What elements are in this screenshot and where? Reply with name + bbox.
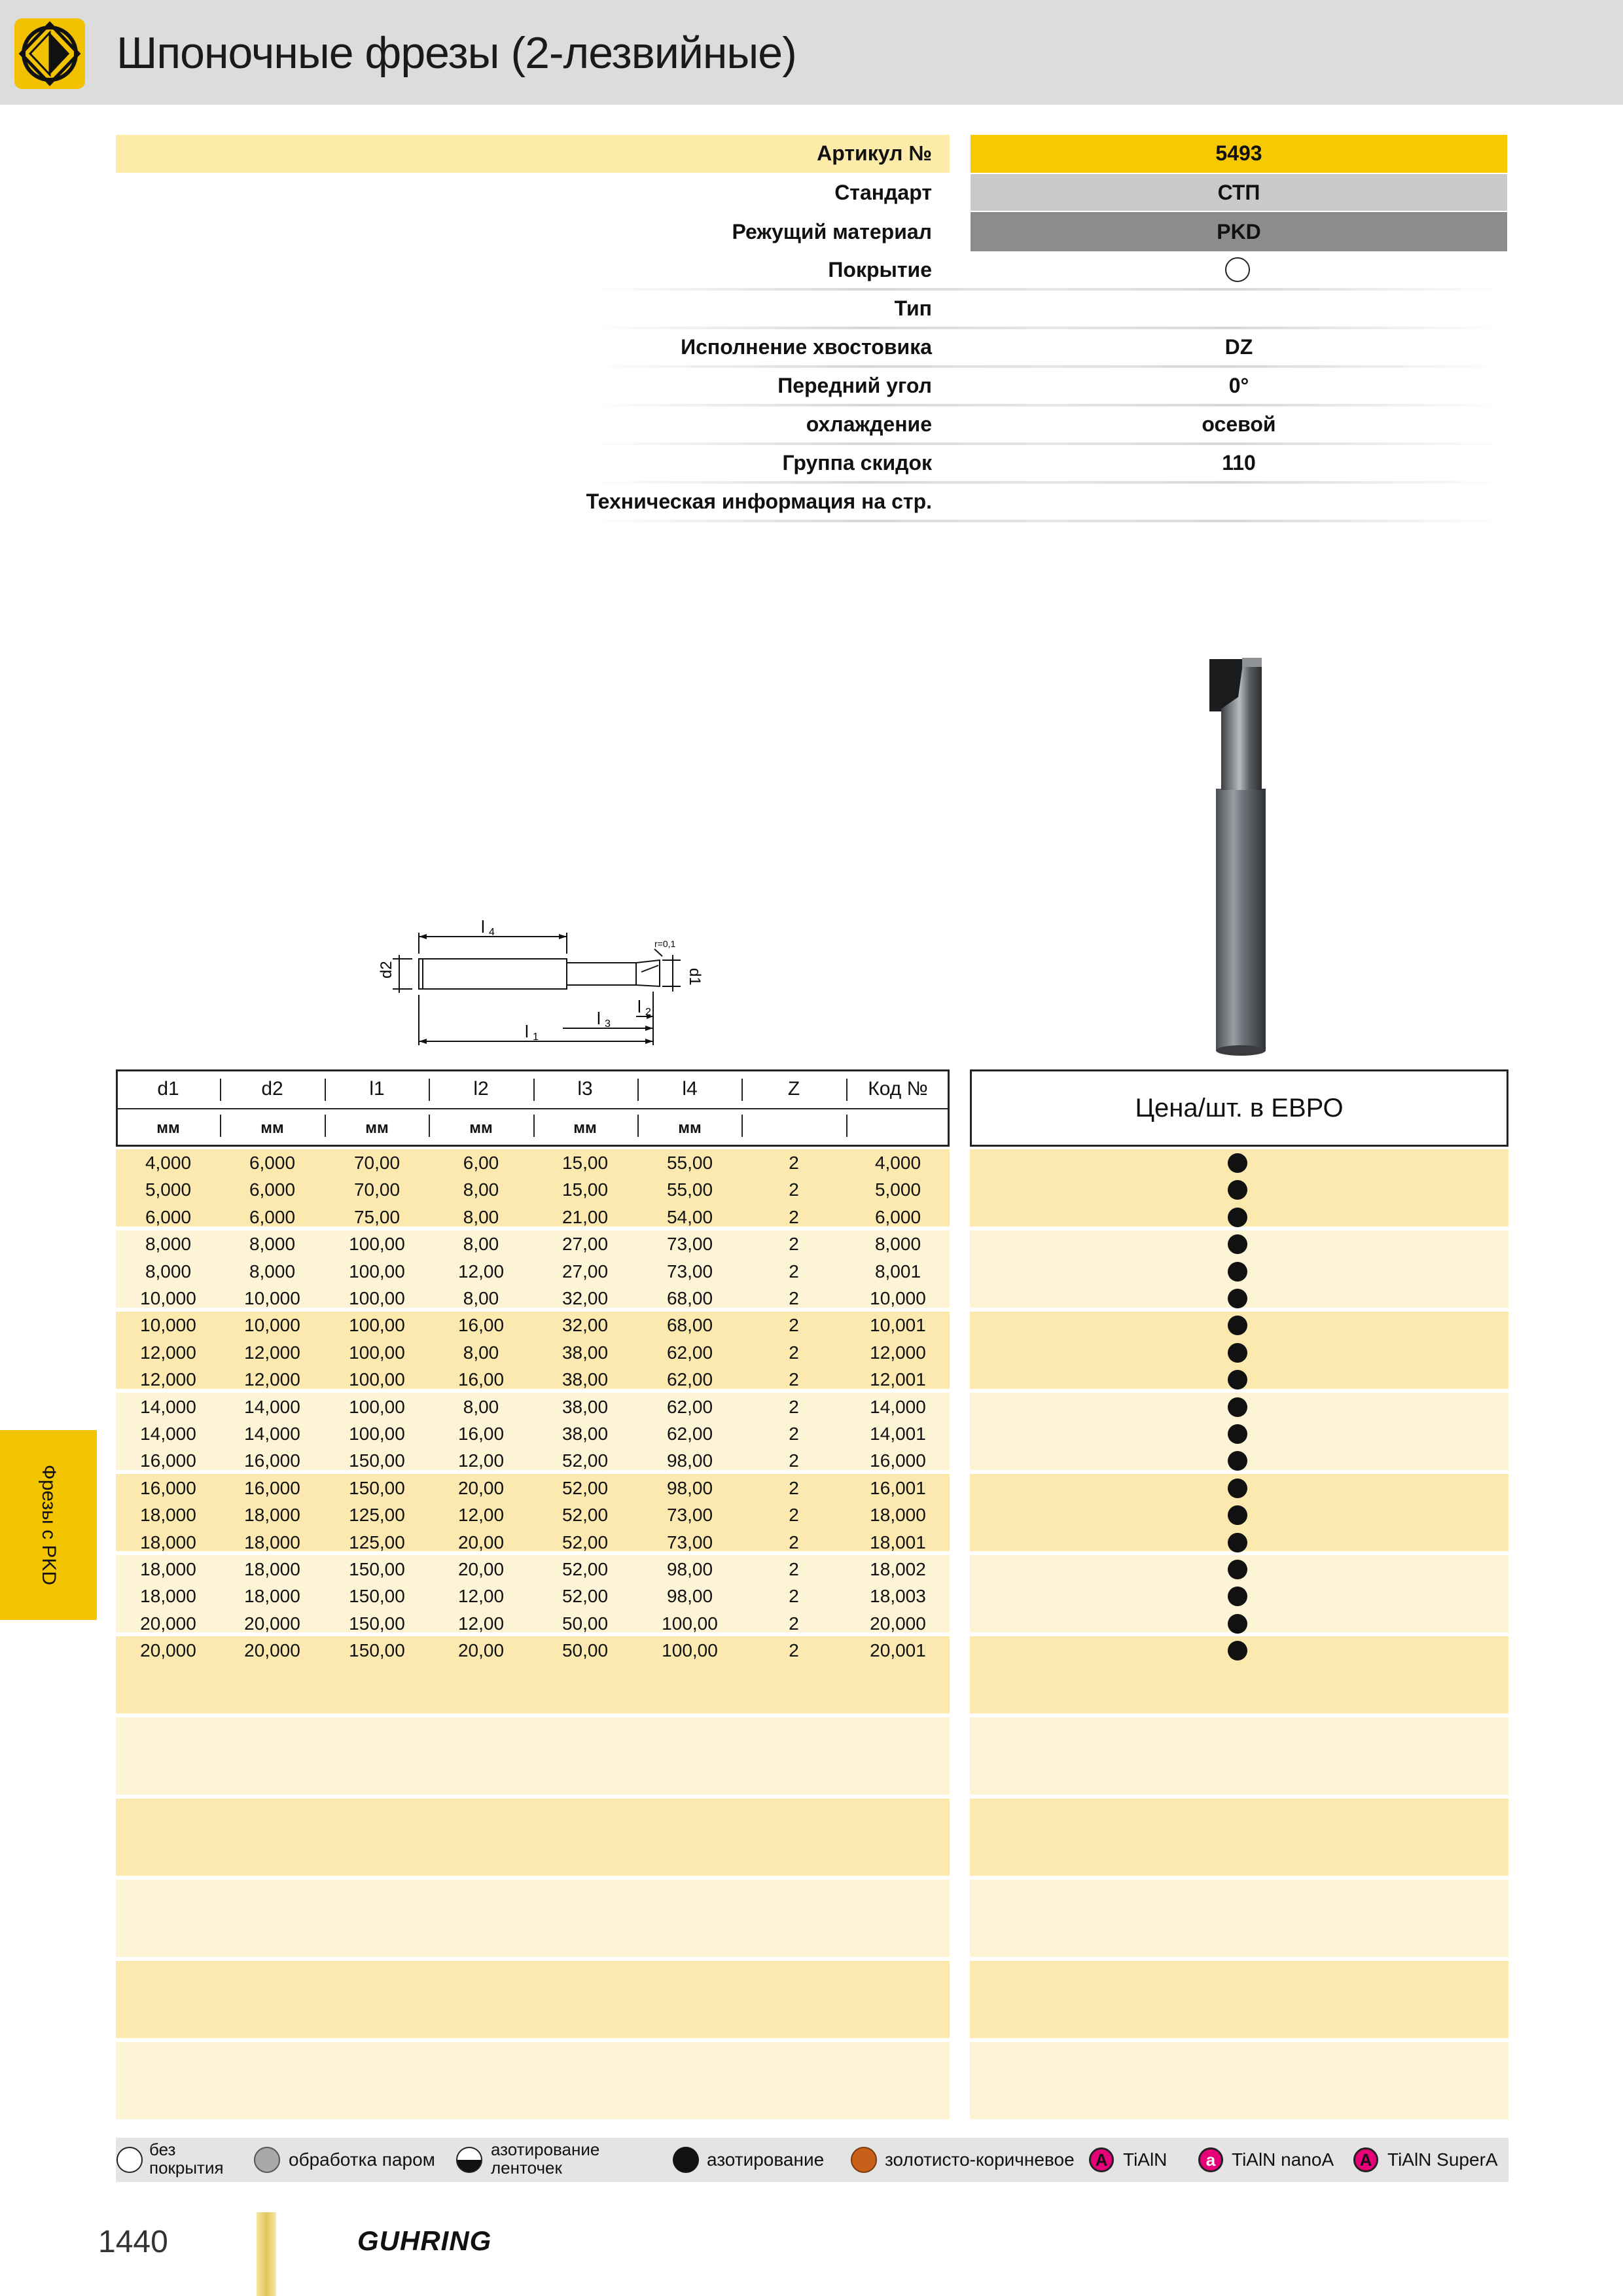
table-cell-d2: 8,000 xyxy=(249,1261,296,1282)
table-cell-l3: 52,00 xyxy=(562,1559,609,1579)
header-separator xyxy=(325,1115,326,1137)
column-unit-4: мм xyxy=(469,1119,493,1137)
nitrided-band-icon xyxy=(456,2147,482,2173)
footer-accent-bar xyxy=(257,2212,276,2296)
uncoated-icon xyxy=(116,2147,143,2173)
table-cell-l3: 38,00 xyxy=(562,1342,609,1363)
table-row xyxy=(116,1393,950,1420)
page-number: 1440 xyxy=(98,2225,168,2259)
header-separator xyxy=(846,1115,847,1137)
table-cell-: 18,002 xyxy=(870,1559,926,1579)
spec-label-coating: Покрытие xyxy=(828,258,932,281)
table-cell-d1: 16,000 xyxy=(140,1477,196,1498)
spec-divider xyxy=(589,288,1505,291)
table-cell-l1: 150,00 xyxy=(349,1559,405,1579)
table-cell-l2: 20,00 xyxy=(457,1532,505,1552)
spec-value-discount-group: 110 xyxy=(1222,451,1256,475)
table-cell-l3: 52,00 xyxy=(562,1450,609,1471)
table-cell-l1: 150,00 xyxy=(349,1477,405,1498)
table-cell-d2: 14,000 xyxy=(244,1396,300,1417)
header-separator xyxy=(637,1115,639,1137)
spec-value-material: PKD xyxy=(1217,220,1261,243)
table-cell-l4: 62,00 xyxy=(666,1424,713,1444)
legend-nitrided: азотирование xyxy=(707,2149,825,2170)
table-cell-l2: 20,00 xyxy=(457,1640,505,1661)
spec-label-discount-group: Группа скидок xyxy=(782,451,932,475)
nitrided-icon xyxy=(673,2147,699,2173)
availability-dot xyxy=(1228,1614,1247,1634)
table-cell-l1: 100,00 xyxy=(349,1288,405,1308)
table-cell-l1: 100,00 xyxy=(349,1234,405,1255)
table-cell-: 6,000 xyxy=(874,1206,921,1227)
drawing-label-d2: d2 xyxy=(378,961,395,978)
page-title: Шпоночные фрезы (2-лезвийные) xyxy=(116,28,796,78)
spec-value-standard: СТП xyxy=(1217,181,1260,204)
column-header-6: l4 xyxy=(682,1078,698,1100)
table-row xyxy=(116,1475,950,1501)
spec-label-shank: Исполнение хвостовика xyxy=(681,335,932,359)
column-header-3: l1 xyxy=(369,1078,385,1100)
header-separator xyxy=(533,1079,535,1101)
table-cell-d1: 14,000 xyxy=(140,1396,196,1417)
table-cell-: 14,001 xyxy=(870,1424,926,1444)
table-cell-l2: 8,00 xyxy=(463,1179,499,1200)
table-band xyxy=(116,1880,950,1957)
table-row xyxy=(116,1420,950,1447)
table-cell-z: 2 xyxy=(789,1477,799,1498)
table-cell-l1: 150,00 xyxy=(349,1613,405,1634)
table-cell-z: 2 xyxy=(789,1613,799,1634)
table-cell-d1: 12,000 xyxy=(140,1369,196,1390)
table-cell-l1: 100,00 xyxy=(349,1342,405,1363)
spec-label-article: Артикул № xyxy=(817,141,932,165)
table-cell-l4: 98,00 xyxy=(666,1450,713,1471)
table-cell-: 16,000 xyxy=(870,1450,926,1471)
table-cell-l1: 70,00 xyxy=(353,1179,401,1200)
table-cell-l1: 100,00 xyxy=(349,1424,405,1444)
header-separator xyxy=(533,1115,535,1137)
table-cell-l2: 8,00 xyxy=(463,1342,499,1363)
table-cell-d1: 5,000 xyxy=(145,1179,192,1200)
table-cell-l1: 100,00 xyxy=(349,1261,405,1282)
header-separator xyxy=(325,1079,326,1101)
table-cell-d1: 16,000 xyxy=(140,1450,196,1471)
legend-steam: обработка паром xyxy=(289,2149,435,2170)
table-cell-l4: 98,00 xyxy=(666,1586,713,1607)
table-cell-: 20,000 xyxy=(870,1613,926,1634)
availability-dot xyxy=(1228,1153,1247,1173)
table-cell-d2: 18,000 xyxy=(244,1586,300,1607)
table-cell-z: 2 xyxy=(789,1153,799,1173)
availability-dot xyxy=(1228,1533,1247,1552)
table-cell-l4: 62,00 xyxy=(666,1396,713,1417)
header-separator xyxy=(846,1079,847,1101)
availability-dot xyxy=(1228,1262,1247,1282)
spec-label-standard: Стандарт xyxy=(834,181,932,204)
table-cell-l2: 16,00 xyxy=(457,1369,505,1390)
table-cell-l3: 52,00 xyxy=(562,1505,609,1526)
table-cell-l4: 73,00 xyxy=(666,1234,713,1255)
tialn-super-icon: A xyxy=(1353,2147,1378,2172)
table-cell-l1: 125,00 xyxy=(349,1532,405,1552)
availability-dot xyxy=(1228,1641,1247,1660)
column-unit-1: мм xyxy=(156,1119,180,1137)
table-row xyxy=(116,1447,950,1474)
table-cell-d2: 16,000 xyxy=(244,1477,300,1498)
table-cell-l1: 75,00 xyxy=(353,1206,401,1227)
table-cell-l4: 98,00 xyxy=(666,1559,713,1579)
tialn-nano-icon: a xyxy=(1198,2147,1223,2172)
header-separator xyxy=(429,1115,430,1137)
table-cell-l3: 15,00 xyxy=(562,1153,609,1173)
availability-dot xyxy=(1228,1479,1247,1498)
availability-dot xyxy=(1228,1397,1247,1417)
table-cell-: 8,000 xyxy=(874,1234,921,1255)
column-header-2: d2 xyxy=(261,1078,283,1100)
drawing-label-l2: l xyxy=(637,997,641,1016)
table-cell-z: 2 xyxy=(789,1179,799,1200)
table-cell-d2: 12,000 xyxy=(244,1342,300,1363)
table-cell-l2: 8,00 xyxy=(463,1288,499,1308)
table-row xyxy=(116,1610,950,1637)
price-band xyxy=(970,1880,1508,1957)
table-row xyxy=(116,1204,950,1230)
table-cell-l2: 12,00 xyxy=(457,1613,505,1634)
spec-label-material: Режущий материал xyxy=(732,220,932,243)
table-row xyxy=(116,1230,950,1257)
table-cell-z: 2 xyxy=(789,1342,799,1363)
header-separator xyxy=(741,1115,743,1137)
table-cell-l2: 20,00 xyxy=(457,1559,505,1579)
table-cell-l1: 125,00 xyxy=(349,1505,405,1526)
table-cell-z: 2 xyxy=(789,1450,799,1471)
table-cell-: 4,000 xyxy=(874,1153,921,1173)
table-band xyxy=(116,1717,950,1795)
spec-divider xyxy=(589,404,1505,406)
table-cell-l4: 55,00 xyxy=(666,1153,713,1173)
table-cell-l3: 32,00 xyxy=(562,1315,609,1336)
table-row xyxy=(116,1637,950,1664)
table-cell-d2: 10,000 xyxy=(244,1288,300,1308)
table-cell-l3: 32,00 xyxy=(562,1288,609,1308)
spec-label-cooling: охлаждение xyxy=(806,412,932,436)
spec-value-rake-angle: 0° xyxy=(1228,374,1249,397)
table-cell-z: 2 xyxy=(789,1532,799,1552)
table-cell-l3: 38,00 xyxy=(562,1396,609,1417)
table-cell-d2: 14,000 xyxy=(244,1424,300,1444)
table-cell-l2: 12,00 xyxy=(457,1261,505,1282)
table-row xyxy=(116,1366,950,1393)
table-cell-l4: 54,00 xyxy=(666,1206,713,1227)
table-cell-l2: 8,00 xyxy=(463,1396,499,1417)
column-header-8: Код № xyxy=(868,1078,928,1100)
table-cell-: 12,001 xyxy=(870,1369,926,1390)
table-cell-z: 2 xyxy=(789,1559,799,1579)
column-unit-2: мм xyxy=(260,1119,284,1137)
table-cell-l3: 52,00 xyxy=(562,1586,609,1607)
table-cell-l1: 100,00 xyxy=(349,1396,405,1417)
table-cell-z: 2 xyxy=(789,1206,799,1227)
table-cell-z: 2 xyxy=(789,1234,799,1255)
availability-dot xyxy=(1228,1343,1247,1363)
table-cell-d1: 18,000 xyxy=(140,1532,196,1552)
table-cell-d2: 8,000 xyxy=(249,1234,296,1255)
brand-logo-icon xyxy=(14,18,85,89)
table-cell-l4: 62,00 xyxy=(666,1369,713,1390)
table-cell-z: 2 xyxy=(789,1315,799,1336)
column-unit-6: мм xyxy=(678,1119,702,1137)
table-cell-l2: 12,00 xyxy=(457,1450,505,1471)
table-cell-: 16,001 xyxy=(870,1477,926,1498)
table-cell-l2: 16,00 xyxy=(457,1315,505,1336)
table-cell-l4: 100,00 xyxy=(662,1613,718,1634)
table-cell-l3: 21,00 xyxy=(562,1206,609,1227)
spec-label-tech-info: Техническая информация на стр. xyxy=(586,490,932,513)
table-cell-l3: 50,00 xyxy=(562,1640,609,1661)
svg-text:4: 4 xyxy=(489,927,495,938)
table-cell-: 8,001 xyxy=(874,1261,921,1282)
drawing-label-l1: l xyxy=(525,1022,529,1041)
drawing-label-l3: l xyxy=(597,1009,601,1028)
legend-gold-brown: золотисто-коричневое xyxy=(885,2149,1075,2170)
table-band xyxy=(116,2042,950,2119)
spec-divider xyxy=(589,365,1505,368)
table-cell-d1: 8,000 xyxy=(145,1261,192,1282)
svg-text:1: 1 xyxy=(533,1031,539,1043)
table-cell-z: 2 xyxy=(789,1261,799,1282)
table-row xyxy=(116,1583,950,1609)
table-cell-l3: 52,00 xyxy=(562,1532,609,1552)
table-cell-l3: 27,00 xyxy=(562,1234,609,1255)
column-header-4: l2 xyxy=(473,1078,489,1100)
table-cell-d1: 20,000 xyxy=(140,1613,196,1634)
availability-dot xyxy=(1228,1370,1247,1390)
table-cell-: 10,000 xyxy=(870,1288,926,1308)
table-cell-z: 2 xyxy=(789,1640,799,1661)
table-row xyxy=(116,1285,950,1312)
steam-treated-icon xyxy=(254,2147,280,2173)
column-header-7: Z xyxy=(787,1078,800,1100)
table-cell-l1: 150,00 xyxy=(349,1586,405,1607)
gold-brown-icon xyxy=(851,2147,877,2173)
header-separator xyxy=(220,1115,221,1137)
legend-uncoated: без покрытия xyxy=(149,2140,224,2178)
technical-drawing xyxy=(366,913,707,1060)
table-cell-d1: 8,000 xyxy=(145,1234,192,1255)
legend-tialn: TiAlN xyxy=(1123,2149,1168,2170)
svg-text:2: 2 xyxy=(645,1007,651,1018)
table-cell-l3: 27,00 xyxy=(562,1261,609,1282)
table-cell-l4: 62,00 xyxy=(666,1342,713,1363)
table-cell-d2: 6,000 xyxy=(249,1206,296,1227)
drawing-label-d1: d1 xyxy=(686,968,704,986)
table-cell-l4: 68,00 xyxy=(666,1288,713,1308)
table-row xyxy=(116,1258,950,1285)
availability-dot xyxy=(1228,1560,1247,1579)
table-cell-z: 2 xyxy=(789,1369,799,1390)
column-header-1: d1 xyxy=(157,1078,179,1100)
tialn-icon: A xyxy=(1089,2147,1114,2172)
table-cell-d1: 20,000 xyxy=(140,1640,196,1661)
table-cell-d2: 18,000 xyxy=(244,1505,300,1526)
table-cell-d2: 16,000 xyxy=(244,1450,300,1471)
table-cell-: 20,001 xyxy=(870,1640,926,1661)
svg-text:3: 3 xyxy=(605,1018,611,1030)
table-cell-l2: 12,00 xyxy=(457,1586,505,1607)
legend-nitrided-band: азотирование ленточек xyxy=(491,2140,600,2178)
table-cell-: 5,000 xyxy=(874,1179,921,1200)
spec-divider xyxy=(589,327,1505,329)
table-row xyxy=(116,1556,950,1583)
table-row xyxy=(116,1501,950,1528)
table-cell-d2: 10,000 xyxy=(244,1315,300,1336)
section-tab-label: Фрезы с PKD xyxy=(38,1464,60,1586)
table-cell-l1: 100,00 xyxy=(349,1315,405,1336)
table-cell-: 14,000 xyxy=(870,1396,926,1417)
spec-value-shank: DZ xyxy=(1224,335,1253,359)
table-cell-l1: 70,00 xyxy=(353,1153,401,1173)
table-cell-z: 2 xyxy=(789,1396,799,1417)
table-cell-l2: 6,00 xyxy=(463,1153,499,1173)
table-cell-l3: 52,00 xyxy=(562,1477,609,1498)
price-band xyxy=(970,1799,1508,1876)
table-cell-d1: 10,000 xyxy=(140,1315,196,1336)
table-row xyxy=(116,1149,950,1176)
availability-dot xyxy=(1228,1505,1247,1525)
drawing-label-radius: r=0,1 xyxy=(654,939,676,949)
table-cell-z: 2 xyxy=(789,1288,799,1308)
table-cell-: 10,001 xyxy=(870,1315,926,1336)
availability-dot xyxy=(1228,1424,1247,1444)
table-cell-l2: 20,00 xyxy=(457,1477,505,1498)
header-separator xyxy=(741,1079,743,1101)
table-cell-l4: 55,00 xyxy=(666,1179,713,1200)
table-cell-l1: 150,00 xyxy=(349,1450,405,1471)
availability-dot xyxy=(1228,1289,1247,1308)
table-cell-d1: 4,000 xyxy=(145,1153,192,1173)
table-band xyxy=(116,1799,950,1876)
table-cell-d2: 20,000 xyxy=(244,1613,300,1634)
coating-uncoated-icon xyxy=(1225,257,1250,282)
table-cell-d2: 18,000 xyxy=(244,1532,300,1552)
header-separator xyxy=(220,1079,221,1101)
legend-tialn-nano: TiAlN nanoA xyxy=(1232,2149,1334,2170)
spec-divider xyxy=(589,520,1505,522)
table-cell-l3: 38,00 xyxy=(562,1369,609,1390)
table-cell-l4: 73,00 xyxy=(666,1532,713,1552)
table-cell-l2: 12,00 xyxy=(457,1505,505,1526)
price-band xyxy=(970,1961,1508,2038)
header-separator xyxy=(637,1079,639,1101)
table-cell-d1: 14,000 xyxy=(140,1424,196,1444)
table-row xyxy=(116,1312,950,1338)
table-band xyxy=(116,1961,950,2038)
column-unit-5: мм xyxy=(573,1119,597,1137)
table-cell-d2: 20,000 xyxy=(244,1640,300,1661)
table-cell-d2: 6,000 xyxy=(249,1179,296,1200)
legend-tialn-super: TiAlN SuperA xyxy=(1387,2149,1498,2170)
table-cell-l4: 98,00 xyxy=(666,1477,713,1498)
table-cell-l4: 73,00 xyxy=(666,1505,713,1526)
table-cell-d1: 18,000 xyxy=(140,1559,196,1579)
table-cell-d2: 12,000 xyxy=(244,1369,300,1390)
brand-wordmark: GUHRING xyxy=(357,2225,492,2256)
table-cell-: 18,003 xyxy=(870,1586,926,1607)
table-cell-l2: 16,00 xyxy=(457,1424,505,1444)
table-cell-l3: 38,00 xyxy=(562,1424,609,1444)
spec-divider xyxy=(589,481,1505,484)
table-cell-d2: 18,000 xyxy=(244,1559,300,1579)
column-unit-3: мм xyxy=(365,1119,389,1137)
spec-label-rake-angle: Передний угол xyxy=(777,374,932,397)
table-cell-d1: 18,000 xyxy=(140,1505,196,1526)
price-band xyxy=(970,2042,1508,2119)
table-cell-d1: 18,000 xyxy=(140,1586,196,1607)
drawing-label-l4: l xyxy=(481,917,485,937)
table-cell-l1: 150,00 xyxy=(349,1640,405,1661)
table-cell-: 12,000 xyxy=(870,1342,926,1363)
table-cell-d1: 10,000 xyxy=(140,1288,196,1308)
table-cell-l4: 73,00 xyxy=(666,1261,713,1282)
table-row xyxy=(116,1529,950,1556)
table-cell-l1: 100,00 xyxy=(349,1369,405,1390)
column-header-5: l3 xyxy=(577,1078,593,1100)
table-row xyxy=(116,1339,950,1366)
table-cell-l2: 8,00 xyxy=(463,1234,499,1255)
header-separator xyxy=(429,1079,430,1101)
table-cell-l2: 8,00 xyxy=(463,1206,499,1227)
table-cell-d1: 12,000 xyxy=(140,1342,196,1363)
availability-dot xyxy=(1228,1208,1247,1227)
spec-value-cooling: осевой xyxy=(1202,412,1276,436)
table-cell-d2: 6,000 xyxy=(249,1153,296,1173)
table-cell-z: 2 xyxy=(789,1586,799,1607)
table-cell-z: 2 xyxy=(789,1505,799,1526)
table-cell-z: 2 xyxy=(789,1424,799,1444)
table-cell-l4: 100,00 xyxy=(662,1640,718,1661)
spec-value-article: 5493 xyxy=(1215,141,1262,165)
table-cell-d1: 6,000 xyxy=(145,1206,192,1227)
table-cell-l3: 50,00 xyxy=(562,1613,609,1634)
spec-divider xyxy=(589,442,1505,445)
price-header: Цена/шт. в ЕВРО xyxy=(970,1069,1508,1147)
price-band xyxy=(970,1717,1508,1795)
table-cell-l3: 15,00 xyxy=(562,1179,609,1200)
tool-photo xyxy=(1204,651,1277,1057)
availability-dot xyxy=(1228,1234,1247,1254)
spec-label-type: Тип xyxy=(894,296,932,320)
table-cell-l4: 68,00 xyxy=(666,1315,713,1336)
table-cell-: 18,000 xyxy=(870,1505,926,1526)
table-row xyxy=(116,1176,950,1203)
table-cell-: 18,001 xyxy=(870,1532,926,1552)
